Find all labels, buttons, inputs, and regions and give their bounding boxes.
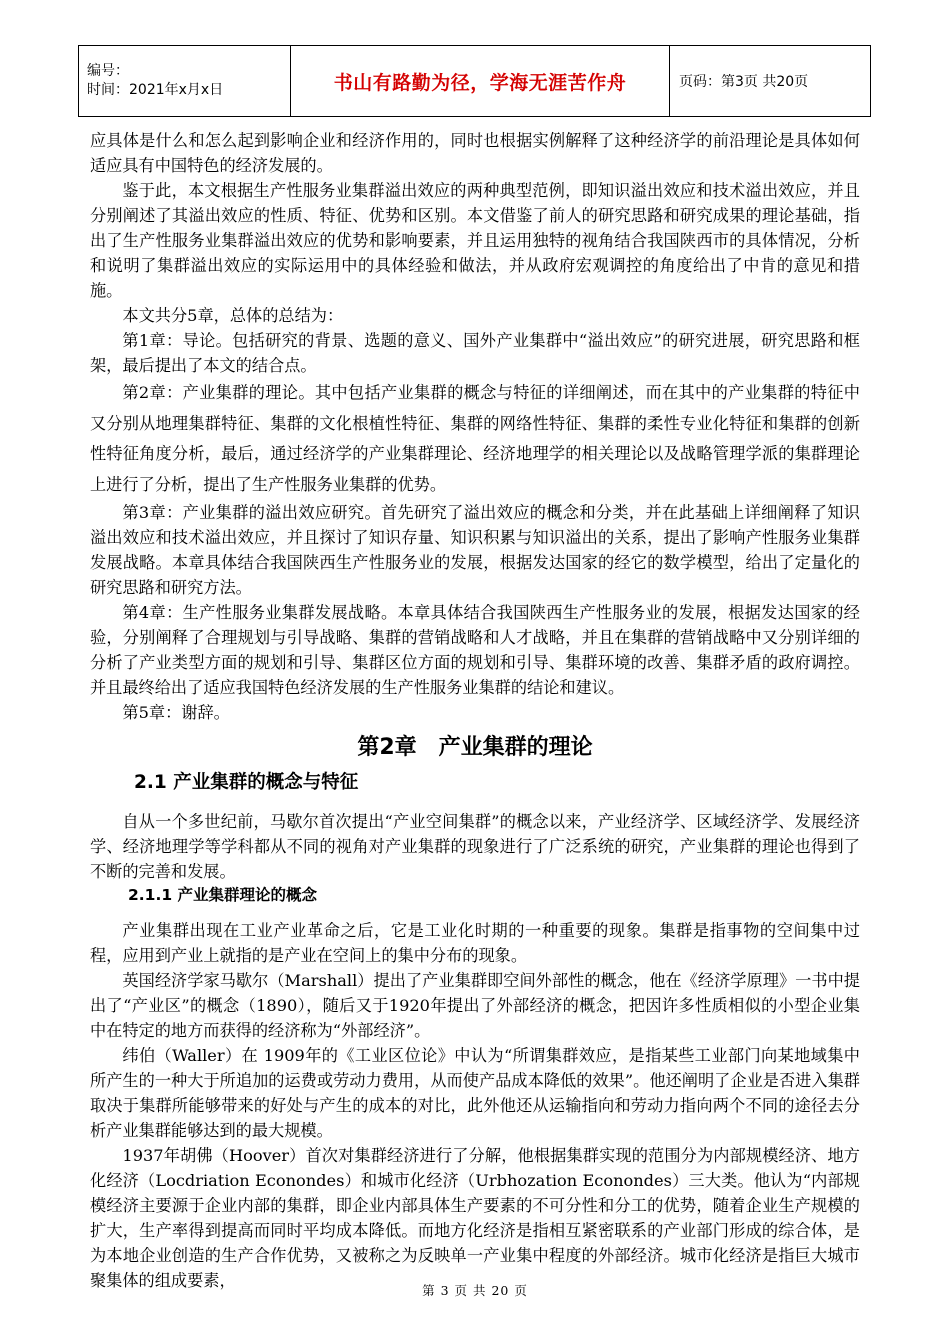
paragraph: 第3章：产业集群的溢出效应研究。首先研究了溢出效应的概念和分类，并在此基础上详细阐释了知识溢出效应和技术溢出效应，并且探讨了知识存量、知识积累与知识溢出的关系，提出了影响产性服务业集群发展战略。本章具体结合我国陕西生产性服务业的发展，根据发达国家的经它的数学模型，给出了定量化的研究思路和研究方法。	[90, 503, 860, 597]
paragraph: 纬伯（Waller）在 1909年的《工业区位论》中认为“所谓集群效应，是指某些工业部门向某地域集中所产生的一种大于所追加的运费或劳动力费用，从而使产品成本降低的效果”。他还阐明了企业是否进入集群取决于集群所能够带来的好处与产生的成本的对比，此外他还从运输指向和劳动力指向两个不同的途径去分析产业集群能够达到的最大规模。	[90, 1046, 860, 1140]
paragraph: 1937年胡佛（Hoover）首次对集群经济进行了分解，他根据集群实现的范围分为内部规模经济、地方化经济（Locdriation Econondes）和城市化经济（Urbhozation Econondes）三大类。他认为“内部规模经济主要源于企业内部的集群，即企业内部具体生产要素的不可分性和分工的优势，随着企业生产规模的扩大，生产率得到提高而同时平均成本降低。而地方化经济是指相互紧密联系的产业部门形成的综合体，是为本地企业创造的生产合作优势，又被称之为反映单一产业集中程度的外部经济。城市化经济是指巨大城市聚集体的组成要素，	[90, 1146, 860, 1290]
paragraph: 第5章：谢辞。	[122, 703, 230, 722]
paragraph: 第1章：导论。包括研究的背景、选题的意义、国外产业集群中“溢出效应”的研究进展，研究思路和框架，最后提出了本文的结合点。	[90, 331, 860, 375]
document-header	[78, 45, 871, 117]
paragraph: 英国经济学家马歇尔（Marshall）提出了产业集群即空间外部性的概念，他在《经济学原理》一书中提出了“产业区”的概念（1890），随后又于1920年提出了外部经济的概念，把因许多性质相似的小型企业集中在特定的地方而获得的经济称为“外部经济”。	[90, 971, 860, 1040]
paragraph: 产业集群出现在工业产业革命之后，它是工业化时期的一种重要的现象。集群是指事物的空间集中过程，应用到产业上就指的是产业在空间上的集中分布的现象。	[90, 921, 860, 965]
document-body	[90, 128, 860, 1293]
paragraph: 鉴于此，本文根据生产性服务业集群溢出效应的两种典型范例，即知识溢出效应和技术溢出效应，并且分别阐述了其溢出效应的性质、特征、优势和区别。本文借鉴了前人的研究思路和研究成果的理论基础，指出了生产性服务业集群溢出效应的优势和影响要素，并且运用独特的视角结合我国陕西市的具体情况，分析和说明了集群溢出效应的实际运用中的具体经验和做法，并从政府宏观调控的角度给出了中肯的意见和措施。	[90, 181, 860, 300]
page-footer: 第 3 页 共 20 页	[422, 1283, 528, 1298]
paragraph: 自从一个多世纪前，马歇尔首次提出“产业空间集群”的概念以来，产业经济学、区域经济学、发展经济学、经济地理学等学科都从不同的视角对产业集群的现象进行了广泛系统的研究，产业集群的理论也得到了不断的完善和发展。	[90, 812, 860, 881]
header-time-label: 时间：2021年x月x日	[87, 82, 224, 98]
subsection-title: 2.1.1 产业集群理论的概念	[128, 886, 318, 904]
section-title: 2.1 产业集群的概念与特征	[134, 772, 359, 793]
paragraph: 第4章：生产性服务业集群发展战略。本章具体结合我国陕西生产性服务业的发展，根据发达国家的经验，分别阐释了合理规划与引导战略、集群的营销战略和人才战略，并且在集群的营销战略中又分别详细的分析了产业类型方面的规划和引导、集群区位方面的规划和引导、集群环境的改善、集群矛盾的政府调控。并且最终给出了适应我国特色经济发展的生产性服务业集群的结论和建议。	[90, 603, 860, 697]
paragraph: 第2章：产业集群的理论。其中包括产业集群的概念与特征的详细阐述，而在其中的产业集群的特征中又分别从地理集群特征、集群的文化根植性特征、集群的网络性特征、集群的柔性专业化特征和集群的创新性特征角度分析，最后，通过经济学的产业集群理论、经济地理学的相关理论以及战略管理学派的集群理论上进行了分析，提出了生产性服务业集群的优势。	[90, 383, 860, 494]
header-page-info: 页码：第3页 共20页	[670, 46, 871, 117]
chapter-title: 第2章 产业集群的理论	[357, 735, 593, 760]
paragraph: 本文共分5章，总体的总结为：	[122, 306, 344, 325]
header-motto: 书山有路勤为径，学海无涯苦作舟	[291, 46, 670, 117]
paragraph: 应具体是什么和怎么起到影响企业和经济作用的，同时也根据实例解释了这种经济学的前沿理论是具体如何适应具有中国特色的经济发展的。	[90, 131, 860, 175]
header-number-label: 编号：	[87, 63, 129, 79]
header-left-cell	[79, 46, 291, 117]
